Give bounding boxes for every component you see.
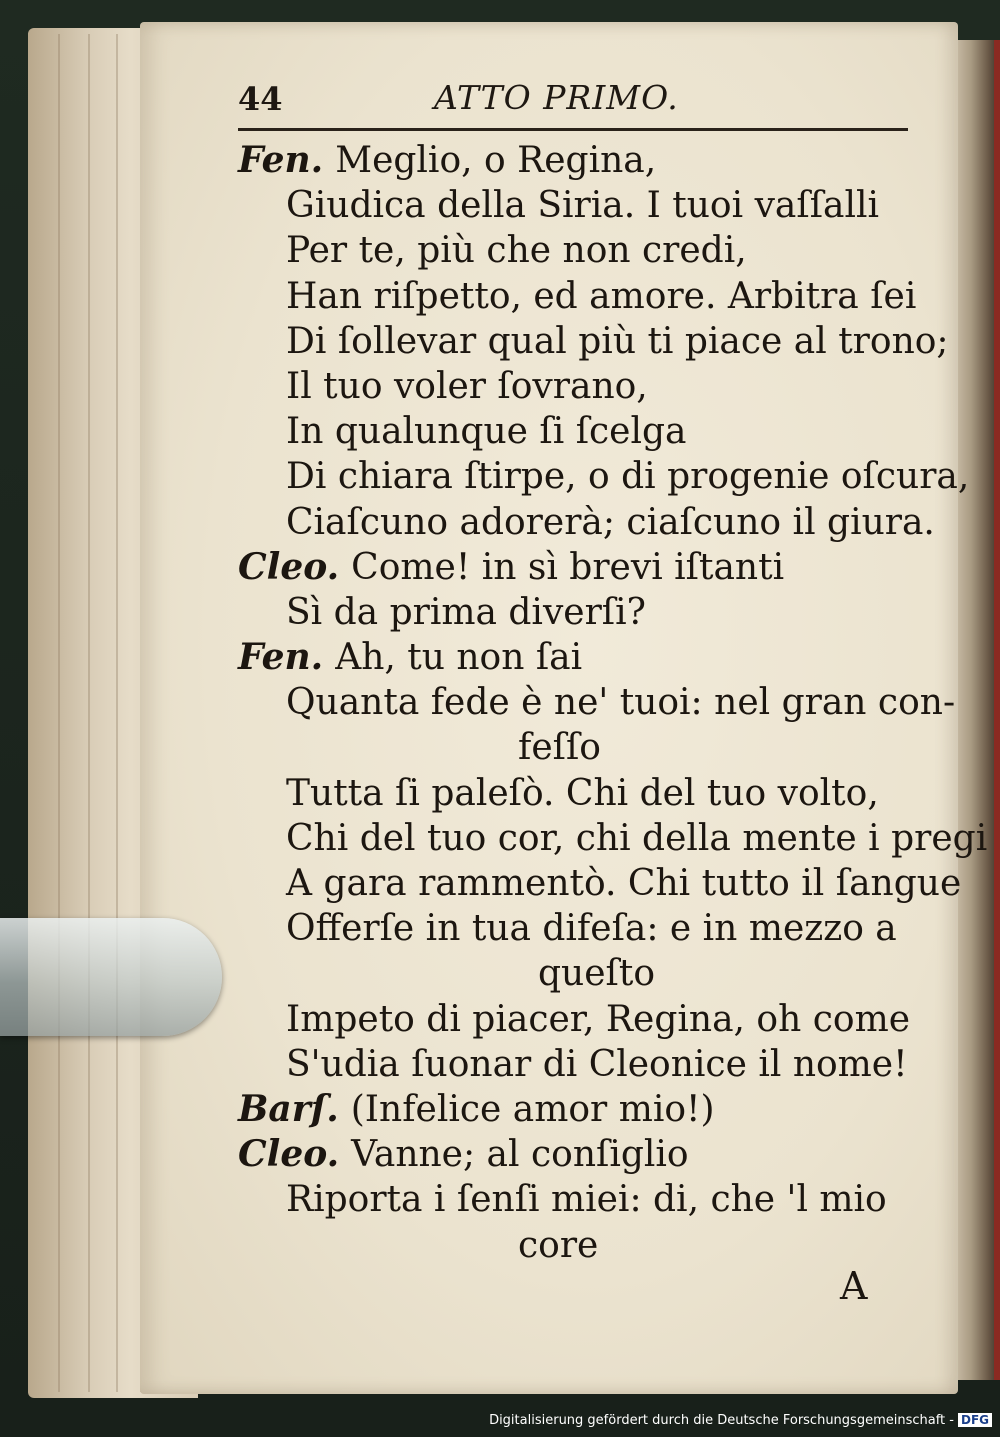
text-line	[238, 590, 928, 635]
line-text: A gara rammentò. Chi tutto il ſangue	[286, 863, 962, 904]
line-text: Tutta ſi paleſò. Chi del tuo volto,	[286, 772, 879, 814]
catchword: A	[840, 1264, 868, 1308]
line-text: Giudica della Siria. I tuoi vaſſalli	[286, 185, 880, 227]
text-line	[238, 500, 935, 545]
line-text: Ciaſcuno adorerà; ciaſcuno il giura.	[286, 501, 935, 543]
line-text: feſſo	[518, 727, 601, 769]
line-text: Ah, tu non ſai	[335, 637, 583, 679]
running-head: ATTO PRIMO.	[434, 78, 679, 117]
text-line	[238, 364, 928, 409]
text-line	[238, 409, 928, 454]
text-line	[238, 1042, 928, 1087]
line-text: Han riſpetto, ed amore. Arbitra ſei	[286, 275, 917, 317]
text-line	[238, 228, 928, 273]
line-text: Impeto di piacer, Regina, oh come	[286, 998, 911, 1040]
text-line	[238, 1087, 928, 1132]
speaker-label: Barſ.	[238, 1087, 339, 1130]
book-spine	[952, 40, 1000, 1380]
text-line	[238, 319, 949, 364]
text-line	[238, 274, 928, 319]
line-text: Meglio, o Regina,	[335, 140, 657, 181]
text-line	[238, 545, 928, 590]
credit-text: Digitalisierung gefördert durch die Deutsche Forschungsgemeinschaft -	[489, 1413, 954, 1428]
line-text: Il tuo voler ſovrano,	[286, 365, 648, 407]
header-rule	[238, 128, 908, 131]
digitization-credit	[489, 1413, 992, 1435]
line-text: Sì da prima diverſi?	[286, 591, 646, 633]
text-line	[238, 771, 928, 816]
line-text: In qualunque ſi ſcelga	[286, 411, 687, 453]
line-text: Per te, più che non credi,	[286, 230, 747, 272]
text-line	[238, 680, 956, 725]
page-edge-line	[58, 34, 60, 1392]
text-line	[238, 1177, 928, 1222]
text-line	[238, 906, 928, 951]
text-line	[238, 454, 970, 499]
line-text: Chi del tuo cor, chi della mente i pregi	[286, 817, 988, 859]
line-text: (Infelice amor mio!)	[350, 1088, 715, 1130]
text-line	[238, 635, 928, 680]
text-line	[238, 1223, 928, 1268]
text-line	[238, 816, 988, 861]
page-edge-line	[116, 34, 118, 1392]
line-text: core	[518, 1224, 599, 1266]
page-clip	[0, 918, 222, 1036]
speaker-label: Cleo.	[238, 1133, 340, 1176]
dfg-logo: DFG	[958, 1413, 992, 1427]
text-line	[238, 725, 928, 770]
book-cover-edge	[994, 40, 1000, 1380]
text-line	[238, 183, 928, 228]
line-text: Vanne; al conſiglio	[351, 1134, 689, 1176]
speaker-label: Fen.	[238, 636, 324, 679]
line-text: Di chiara ſtirpe, o di progenie oſcura,	[286, 456, 970, 498]
line-text: Di ſollevar qual più ti piace al trono;	[286, 320, 949, 362]
page-header	[238, 80, 908, 130]
line-text: Quanta fede è ne' tuoi: nel gran con-	[286, 682, 956, 724]
speaker-label: Cleo.	[238, 545, 340, 588]
text-line	[238, 1132, 928, 1177]
line-text: Offerſe in tua difeſa: e in mezzo a	[286, 908, 897, 950]
line-text: queſto	[538, 953, 655, 995]
speaker-label: Fen.	[238, 139, 324, 181]
text-line	[238, 951, 928, 996]
line-text: Riporta i ſenſi miei: di, che 'l mio	[286, 1179, 887, 1221]
line-text: Come! in sì brevi iſtanti	[351, 546, 785, 588]
line-text: S'udia ſuonar di Cleonice il nome!	[286, 1043, 908, 1085]
text-line	[238, 861, 962, 906]
play-text	[238, 138, 988, 1268]
text-line	[238, 997, 928, 1042]
page-number: 44	[238, 80, 283, 118]
text-line	[238, 138, 928, 183]
page-edge-line	[88, 34, 90, 1392]
